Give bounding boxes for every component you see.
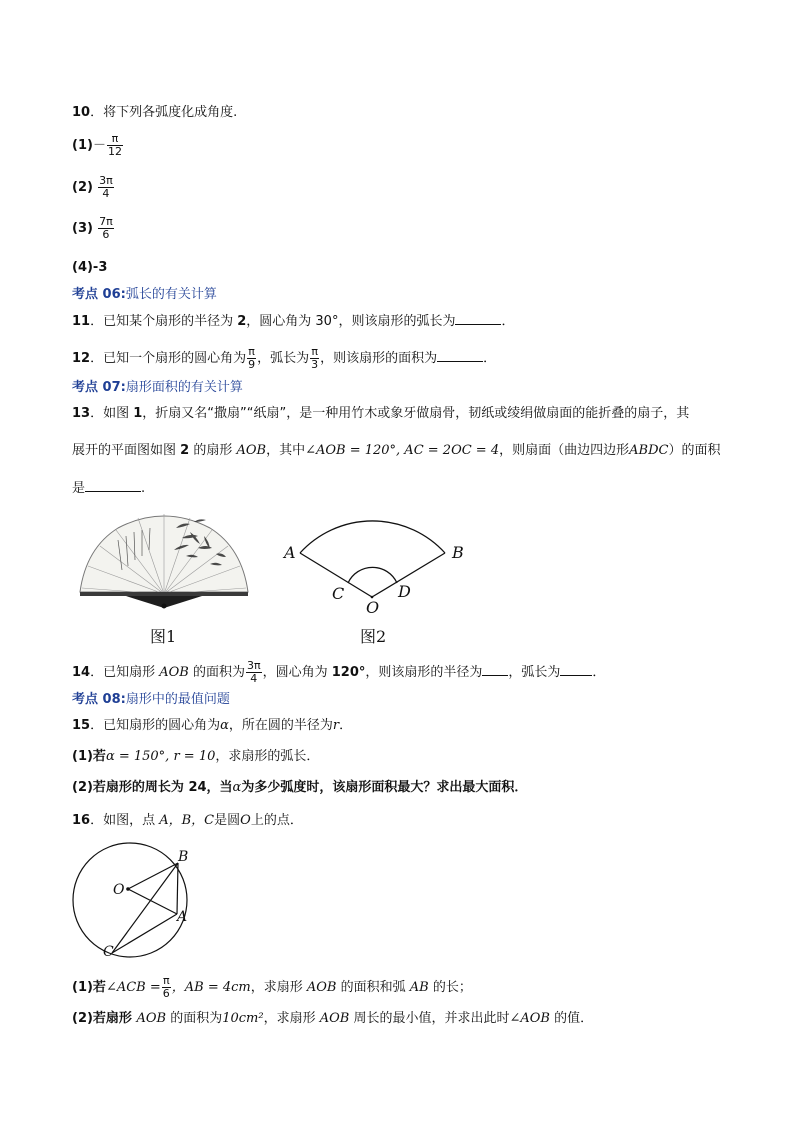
q10-part2-fraction	[98, 175, 114, 200]
answer-blank[interactable]	[85, 479, 141, 492]
fraction-numerator: 3π	[99, 174, 113, 187]
q13-fig1-ref: 1	[133, 406, 143, 421]
q16-part1-fraction	[162, 975, 171, 1000]
q16-part2-aob2: AOB	[319, 1011, 350, 1026]
q16-number: 16	[72, 813, 91, 828]
q13-number: 13	[72, 406, 91, 421]
q13-line2-text-d: ，则扇面（曲边四边形	[499, 443, 630, 458]
q16-part2-text-c: 周长的最小值，并求出此时	[349, 1011, 510, 1026]
section-title: 弧长的有关计算	[125, 287, 217, 302]
section-heading-06	[72, 286, 217, 304]
q10-part3-fraction	[98, 216, 114, 241]
figure-2-caption: 图2	[360, 627, 387, 646]
q15-part2-alpha: α	[232, 780, 242, 795]
label-C: C	[332, 584, 345, 603]
q14-stem	[72, 660, 605, 685]
q16-part1	[72, 975, 472, 1000]
q10-part2	[72, 175, 115, 200]
q16-part2-text: 的面积为	[166, 1011, 223, 1026]
fraction-numerator: π	[107, 133, 123, 146]
q15-part2-text-b: 为多少弧度时，该扇形面积最大？求出最大面积．	[241, 780, 528, 795]
q10-part1-sign: －	[92, 138, 106, 153]
q10-text: ．将下列各弧度化成角度.	[90, 105, 238, 120]
q16-part2-aob: AOB	[136, 1011, 167, 1026]
section-title: 扇形中的最值问题	[125, 692, 230, 707]
q15-part2	[72, 779, 527, 797]
q14-end: ．	[592, 665, 606, 680]
answer-blank[interactable]	[437, 349, 483, 362]
answer-blank[interactable]	[560, 663, 592, 676]
q16-part1-text-c: 的长；	[428, 980, 472, 995]
q13-aob: AOB	[236, 443, 267, 458]
section-title: 扇形面积的有关计算	[125, 380, 243, 395]
q12-number: 12	[72, 351, 91, 366]
q13-end: .	[141, 481, 146, 496]
q11-text: ．已知某个扇形的半径为	[90, 314, 238, 329]
fraction-denominator: 12	[107, 145, 122, 158]
section-prefix: 考点 06:	[72, 287, 126, 302]
q15-part1	[72, 748, 319, 766]
section-heading-08	[72, 691, 230, 709]
circle-label-B: B	[178, 849, 189, 865]
q10-part1	[72, 133, 124, 158]
q16-points: A，B，C	[159, 813, 215, 828]
q15-alpha: α	[220, 718, 229, 733]
q14-aob: AOB	[159, 665, 189, 680]
fraction-numerator: π	[248, 345, 255, 358]
q15-r: r	[332, 718, 340, 733]
q16-part2-area: 10cm²	[222, 1011, 264, 1026]
label-O: O	[366, 598, 380, 617]
q14-text-c: ，圆心角为	[262, 665, 332, 680]
q16-text: ．如图，点	[90, 813, 160, 828]
q13-line2-text-e: ）的面积	[668, 443, 721, 458]
q10-part3-label: (3)	[72, 221, 93, 236]
q16-part1-ab: ，AB = 4cm	[171, 980, 251, 995]
q16-text-c: 上的点．	[250, 813, 303, 828]
q13-line2	[72, 442, 720, 460]
q10-part3	[72, 216, 115, 241]
q10-stem	[72, 104, 237, 122]
q13-line2-text-c: ，其中	[266, 443, 306, 458]
q13-line2-text-b: 的扇形	[189, 443, 237, 458]
q16-stem	[72, 812, 303, 830]
q14-angle: 120°	[331, 665, 366, 680]
q13-line3	[72, 479, 145, 498]
q14-text-e: ，弧长为	[508, 665, 561, 680]
q12-stem	[72, 346, 496, 371]
q13-text: ．如图	[90, 406, 134, 421]
label-A: A	[284, 543, 296, 562]
fraction-denominator: 3	[311, 358, 319, 371]
q15-text-b: ，所在圆的半径为	[228, 718, 333, 733]
q10-number: 10	[72, 105, 91, 120]
answer-blank[interactable]	[482, 663, 508, 676]
q16-part1-text-b: 的面积和弧	[336, 980, 410, 995]
fraction-numerator: π	[162, 974, 170, 987]
section-heading-07	[72, 379, 243, 397]
q15-part1-label: (1)若	[72, 749, 106, 764]
q12-arc-fraction	[310, 346, 319, 371]
q15-stem	[72, 717, 352, 735]
q15-part1-text: ，求扇形的弧长．	[215, 749, 320, 764]
section-prefix: 考点 07:	[72, 380, 126, 395]
q15-number: 15	[72, 718, 91, 733]
q16-part2-label: (2)若扇形	[72, 1011, 137, 1026]
q10-part1-fraction	[107, 133, 123, 158]
q16-part2-text-d: 的值．	[549, 1011, 594, 1026]
q11-radius: 2	[237, 314, 247, 329]
fraction-numerator: 3π	[246, 659, 261, 672]
q10-part4: (4)-3	[72, 260, 108, 275]
q16-part1-angle: ∠ACB =	[105, 980, 161, 995]
q15-part2-text: (2)若扇形的周长为 24，当	[72, 780, 233, 795]
q16-part2-angle: ∠AOB	[509, 1011, 550, 1026]
q13-text-b: ，折扇又名“撒扇”“纸扇”，是一种用竹木或象牙做扇骨，韧纸或绫绢做扇面的能折叠的扇子，其	[142, 406, 690, 421]
q11-end: ．	[501, 314, 515, 329]
q10-part1-label: (1)	[72, 138, 93, 153]
q16-part1-text: ，求扇形	[250, 980, 307, 995]
q13-line3-text: 是	[72, 481, 86, 496]
q13-line1	[72, 405, 689, 423]
q12-end: ．	[483, 351, 497, 366]
fraction-denominator: 4	[250, 672, 258, 685]
q15-part1-condition: α = 150°, r = 10	[105, 749, 216, 764]
q10-part2-label: (2)	[72, 180, 93, 195]
q15-end: ．	[339, 718, 353, 733]
circle-label-O: O	[113, 882, 125, 898]
label-D: D	[398, 582, 411, 601]
fraction-numerator: π	[311, 345, 318, 358]
fraction-denominator: 9	[248, 358, 256, 371]
fraction-denominator: 4	[102, 187, 110, 200]
fraction-denominator: 6	[102, 228, 110, 241]
q16-part1-aob: AOB	[306, 980, 337, 995]
q14-text: ．已知扇形	[90, 665, 160, 680]
q12-angle-fraction	[247, 346, 256, 371]
q13-condition: ∠AOB = 120°, AC = 2OC = 4	[305, 443, 500, 458]
q15-text: ．已知扇形的圆心角为	[90, 718, 221, 733]
q12-text-b: ，弧长为	[257, 351, 310, 366]
q16-part1-label: (1)若	[72, 980, 106, 995]
section-prefix: 考点 08:	[72, 692, 126, 707]
q14-number: 14	[72, 665, 91, 680]
label-B: B	[452, 543, 464, 562]
q14-text-d: ，则该扇形的半径为	[365, 665, 483, 680]
q14-area-fraction	[246, 660, 262, 685]
q16-text-b: 是圆	[214, 813, 241, 828]
circle-label-C: C	[103, 944, 114, 960]
q13-abdc: ABDC	[629, 443, 669, 458]
q12-text-c: ，则该扇形的面积为	[320, 351, 438, 366]
answer-blank[interactable]	[455, 312, 501, 325]
q16-part1-arc: AB	[409, 980, 429, 995]
q16-part2	[72, 1010, 593, 1028]
q13-line2-text: 展开的平面图如图	[72, 443, 181, 458]
figure-1-caption: 图1	[150, 627, 177, 646]
q16-o: O	[240, 813, 251, 828]
q12-text: ．已知一个扇形的圆心角为	[90, 351, 247, 366]
q11-text-b: ，圆心角为 30°，则该扇形的弧长为	[246, 314, 456, 329]
fraction-numerator: 7π	[99, 215, 113, 228]
circle-label-A: A	[177, 909, 188, 925]
q14-text-b: 的面积为	[188, 665, 245, 680]
fraction-denominator: 6	[162, 987, 170, 1000]
folding-fan-image	[78, 510, 250, 610]
q13-fig2-ref: 2	[180, 443, 190, 458]
q11-stem	[72, 312, 514, 331]
q11-number: 11	[72, 314, 91, 329]
q16-part2-text-b: ，求扇形	[263, 1011, 320, 1026]
